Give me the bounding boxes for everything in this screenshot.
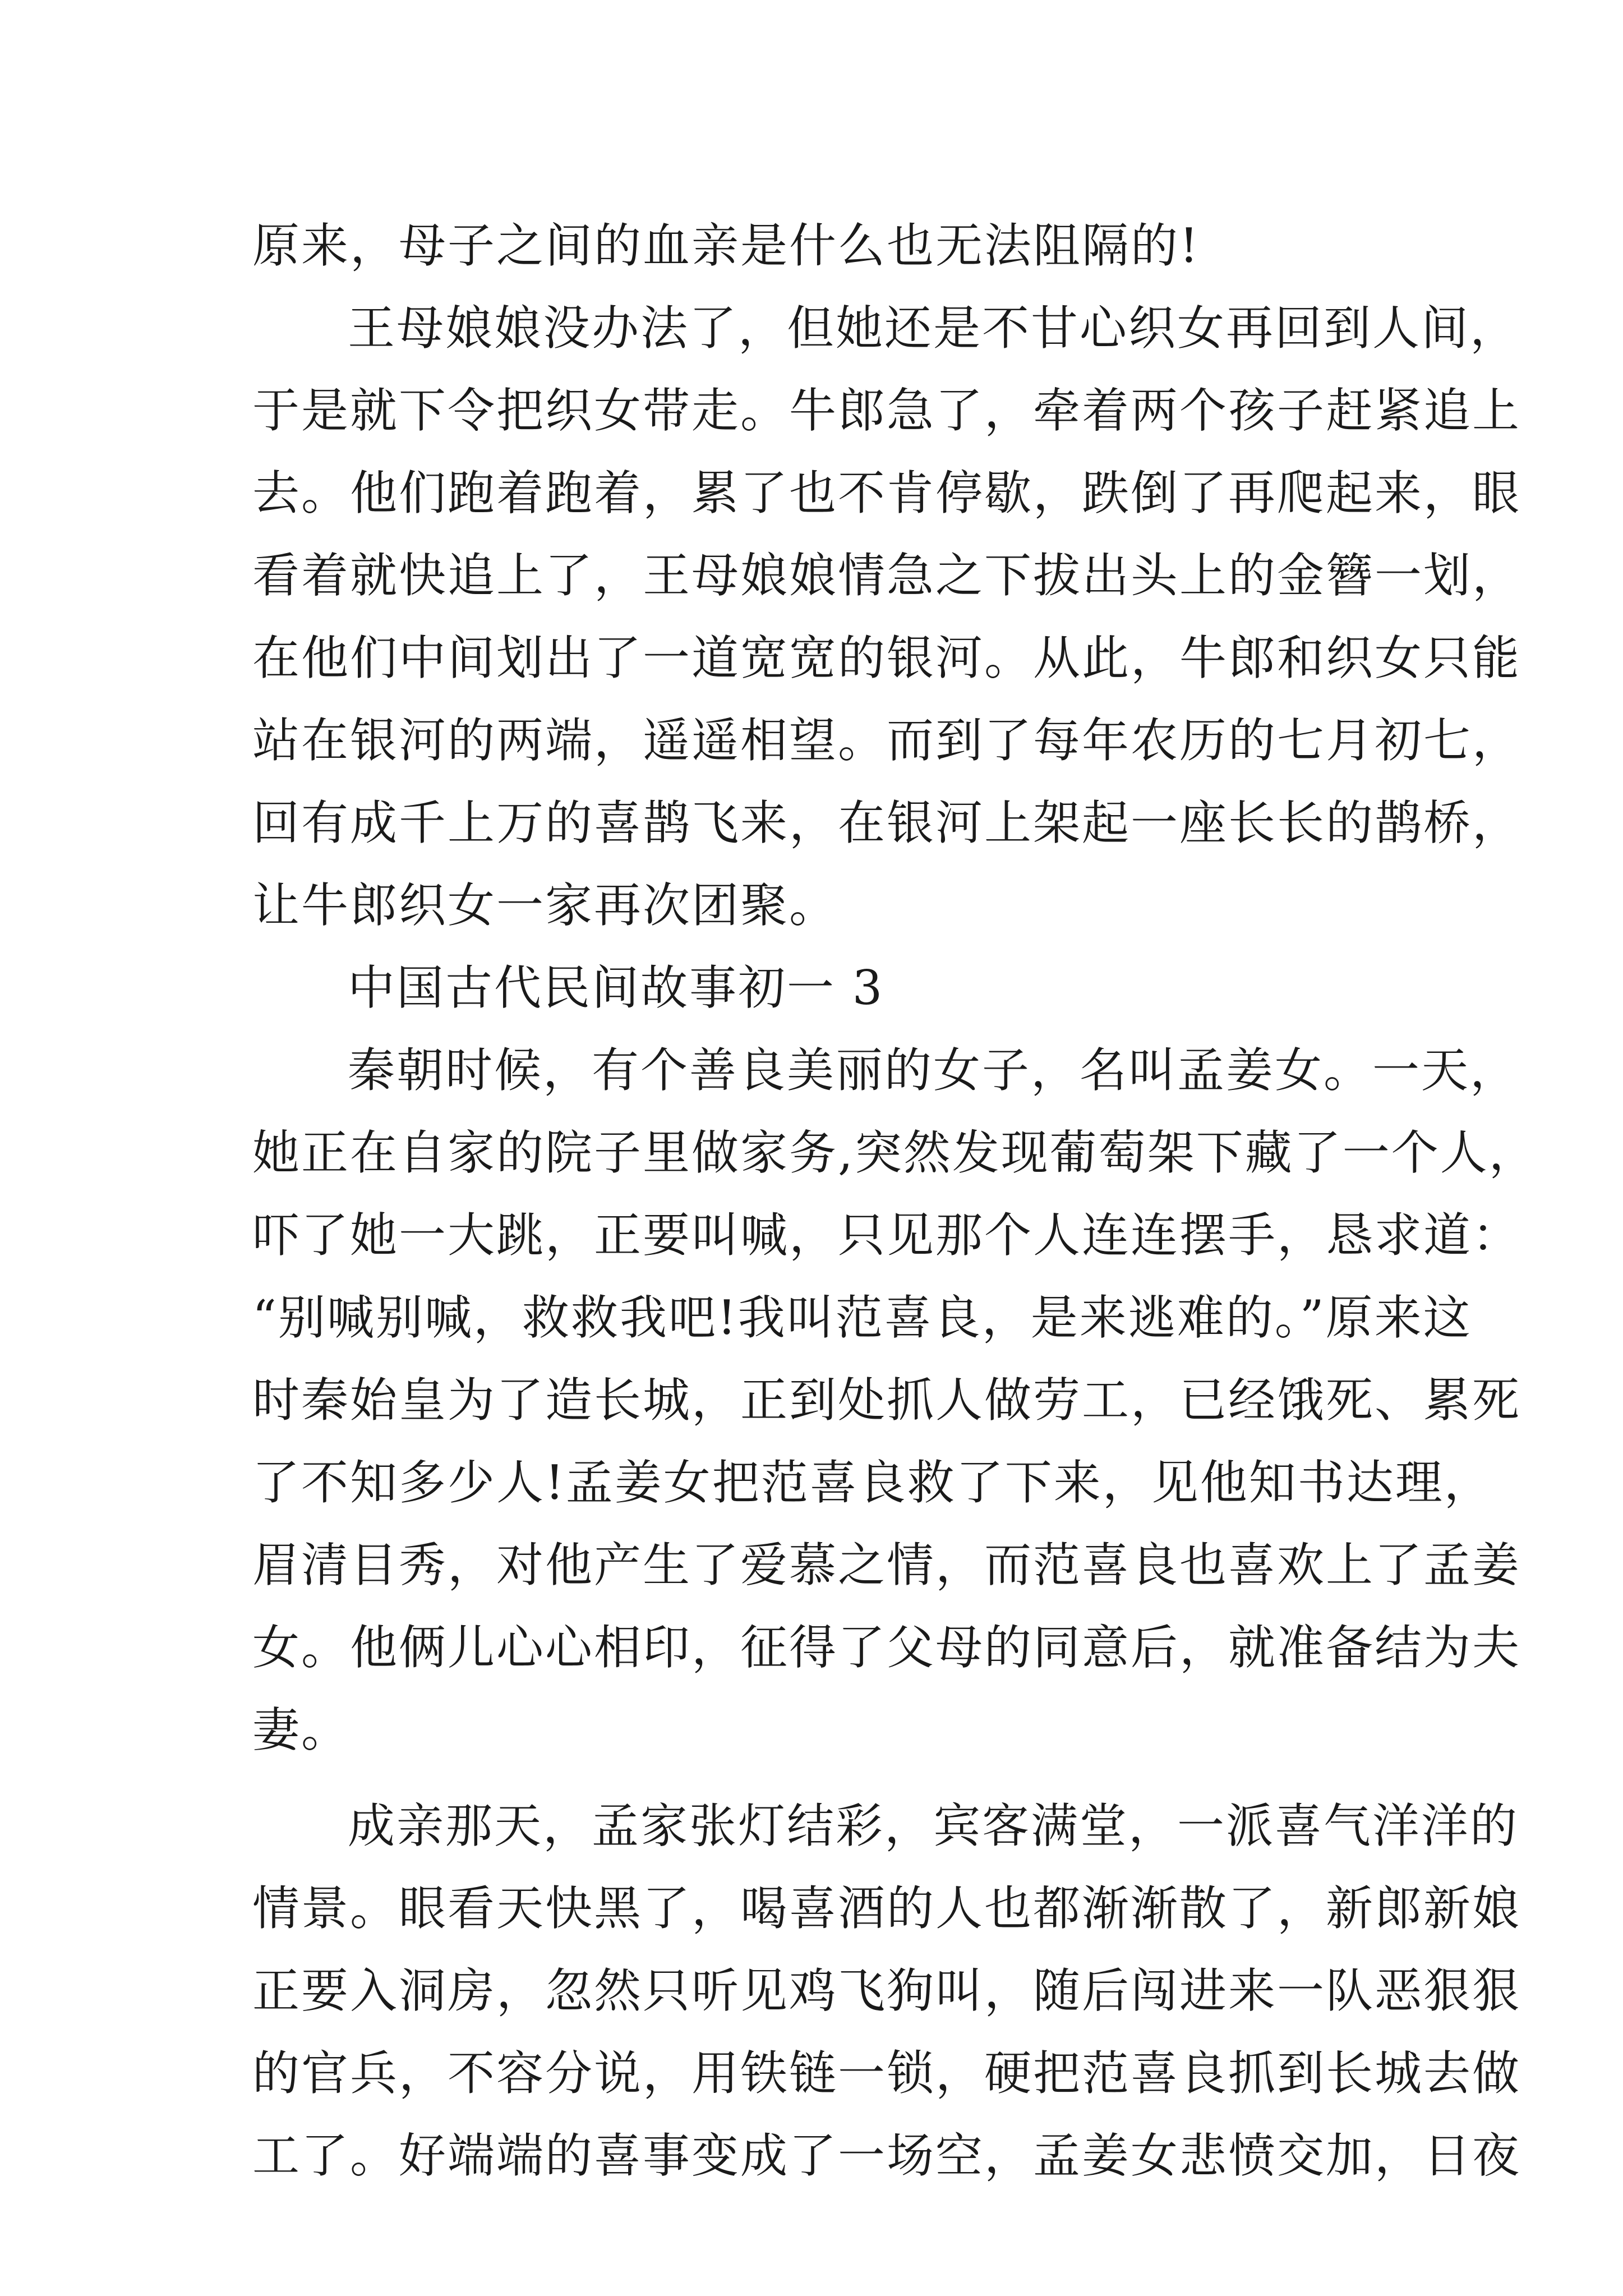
text-line: “别喊别喊，救救我吧!我叫范喜良，是来逃难的。”原来这 xyxy=(252,1290,1472,1345)
text-line: 女。他俩儿心心相印，征得了父母的同意后，就准备结为夫 xyxy=(252,1620,1521,1675)
text-line: 的官兵，不容分说，用铁链一锁，硬把范喜良抓到长城去做 xyxy=(252,2046,1521,2101)
text-line: 回有成千上万的喜鹊飞来，在银河上架起一座长长的鹊桥， xyxy=(252,795,1521,850)
text-line: 吓了她一大跳，正要叫喊，只见那个人连连摆手，恳求道： xyxy=(252,1208,1521,1263)
text-line: 正要入洞房，忽然只听见鸡飞狗叫，随后闯进来一队恶狠狠 xyxy=(252,1963,1521,2018)
text-line: 秦朝时候，有个善良美丽的女子，名叫孟姜女。一天， xyxy=(348,1043,1519,1098)
text-line: 她正在自家的院子里做家务,突然发现葡萄架下藏了一个人， xyxy=(252,1125,1538,1180)
text-line: 眉清目秀，对他产生了爱慕之情，而范喜良也喜欢上了孟姜 xyxy=(252,1538,1521,1593)
body-text xyxy=(252,205,1538,2197)
text-line: 在他们中间划出了一道宽宽的银河。从此，牛郎和织女只能 xyxy=(252,631,1521,685)
text-line: 看着就快追上了，王母娘娘情急之下拔出头上的金簪一划， xyxy=(252,548,1521,603)
text-line: 去。他们跑着跑着，累了也不肯停歇，跌倒了再爬起来，眼 xyxy=(252,466,1521,521)
text-line: 成亲那天，孟家张灯结彩，宾客满堂，一派喜气洋洋的 xyxy=(348,1798,1519,1853)
paragraph-gap xyxy=(252,1772,1402,1785)
text-line: 情景。眼看天快黑了，喝喜酒的人也都渐渐散了，新郎新娘 xyxy=(252,1881,1521,1936)
text-line: 站在银河的两端，遥遥相望。而到了每年农历的七月初七， xyxy=(252,713,1521,768)
text-line: 妻。 xyxy=(252,1703,351,1757)
text-line: 工了。好端端的喜事变成了一场空，孟姜女悲愤交加，日夜 xyxy=(252,2128,1521,2183)
text-line: 王母娘娘没办法了，但她还是不甘心织女再回到人间， xyxy=(348,301,1519,356)
text-line: 原来，母子之间的血亲是什么也无法阻隔的! xyxy=(252,218,1200,273)
text-line: 让牛郎织女一家再次团聚。 xyxy=(252,878,838,933)
text-line: 时秦始皇为了造长城，正到处抓人做劳工，已经饿死、累死 xyxy=(252,1373,1521,1428)
text-line: 了不知多少人!孟姜女把范喜良救了下来，见他知书达理， xyxy=(252,1455,1493,1510)
section-heading: 中国古代民间故事初一 3 xyxy=(348,960,884,1015)
text-line: 于是就下令把织女带走。牛郎急了，牵着两个孩子赶紧追上 xyxy=(252,383,1521,438)
